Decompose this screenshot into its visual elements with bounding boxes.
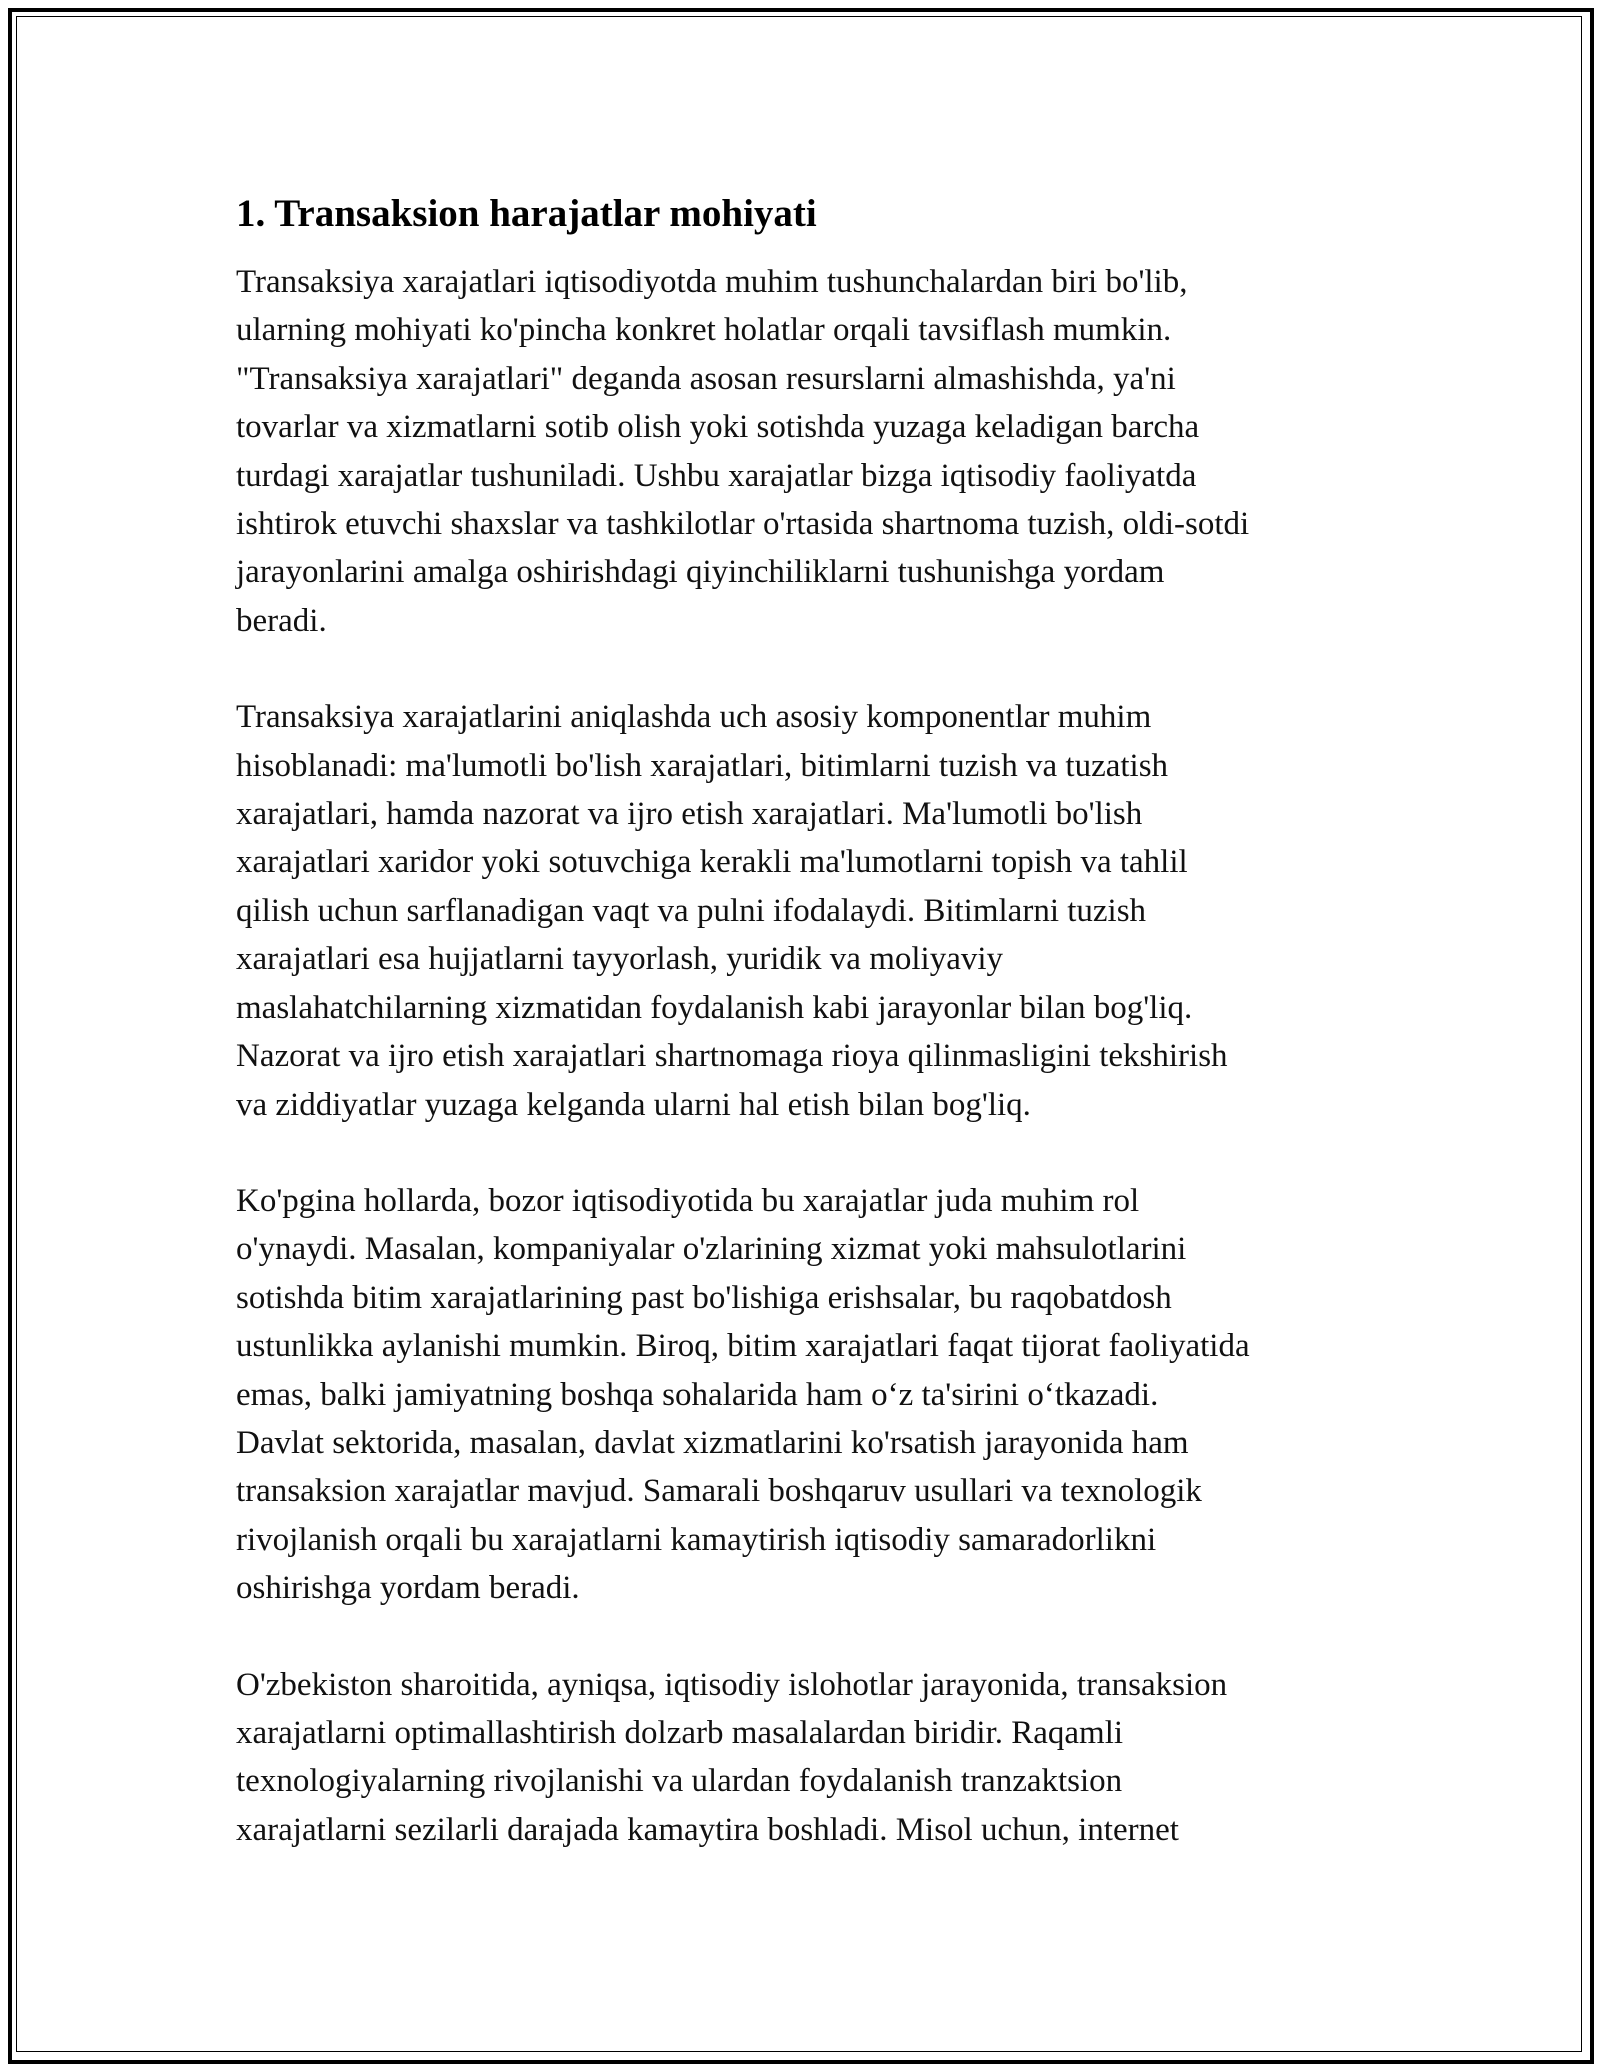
document-body xyxy=(236,188,1366,1902)
paragraph-2: Transaksiya xarajatlarini aniqlashda uch asosiy komponentlar muhim hisoblanadi: ma'lumotli bo'lish xarajatlari, bitimlarni tuzish va tuzatish xarajatlari, hamda nazorat va ijro etish xarajatlari. Ma'lumotli bo'lish xarajatlari xaridor yoki sotuvchiga kerakli ma'lumotlarni topish va tahlil qilish uchun sarflanadigan vaqt va pulni ifodalaydi. Bitimlarni tuzish xarajatlari esa hujjatlarni tayyorlash, yuridik va moliyaviy maslahatchilarning xizmatidan foydalanish kabi jarayonlar bilan bog'liq. Nazorat va ijro etish xarajatlari shartnomaga rioya qilinmasligini tekshirish va ziddiyatlar yuzaga kelganda ularni hal etish bilan bog'liq. xyxy=(236,699,1228,1123)
paragraph-3: Ko'pgina hollarda, bozor iqtisodiyotida bu xarajatlar juda muhim rol o'ynaydi. Masalan, kompaniyalar o'zlarining xizmat yoki mahsulotlarini sotishda bitim xarajatlarining past bo'lishiga erishsalar, bu raqobatdosh ustunlikka aylanishi mumkin. Biroq, bitim xarajatlari faqat tijorat faoliyatida emas, balki jamiyatning boshqa sohalarida ham o‘z ta'sirini o‘tkazadi. Davlat sektorida, masalan, davlat xizmatlarini ko'rsatish jarayonida ham transaksion xarajatlar mavjud. Samarali boshqaruv usullari va texnologik rivojlanish orqali bu xarajatlarni kamaytirish iqtisodiy samaradorlikni oshirishga yordam beradi. xyxy=(236,1182,1250,1607)
paragraph-1: Transaksiya xarajatlari iqtisodiyotda muhim tushunchalardan biri bo'lib, ularning mohiyati ko'pincha konkret holatlar orqali tavsiflash mumkin. "Transaksiya xarajatlari" deganda asosan resurslarni almashishda, ya'ni tovarlar va xizmatlarni sotib olish yoki sotishda yuzaga keladigan barcha turdagi xarajatlar tushuniladi. Ushbu xarajatlar bizga iqtisodiy faoliyatda ishtirok etuvchi shaxslar va tashkilotlar o'rtasida shartnoma tuzish, oldi-sotdi jarayonlarini amalga oshirishdagi qiyinchiliklarni tushunishga yordam beradi. xyxy=(236,264,1250,639)
section-heading: 1. Transaksion harajatlar mohiyati xyxy=(236,192,817,235)
paragraph-4: O'zbekiston sharoitida, ayniqsa, iqtisodiy islohotlar jarayonida, transaksion xarajatlarni optimallashtirish dolzarb masalalardan biridir. Raqamli texnologiyalarning rivojlanishi va ulardan foydalanish tranzaktsion xarajatlarni sezilarli darajada kamaytira boshladi. Misol uchun, internet xyxy=(236,1666,1228,1848)
